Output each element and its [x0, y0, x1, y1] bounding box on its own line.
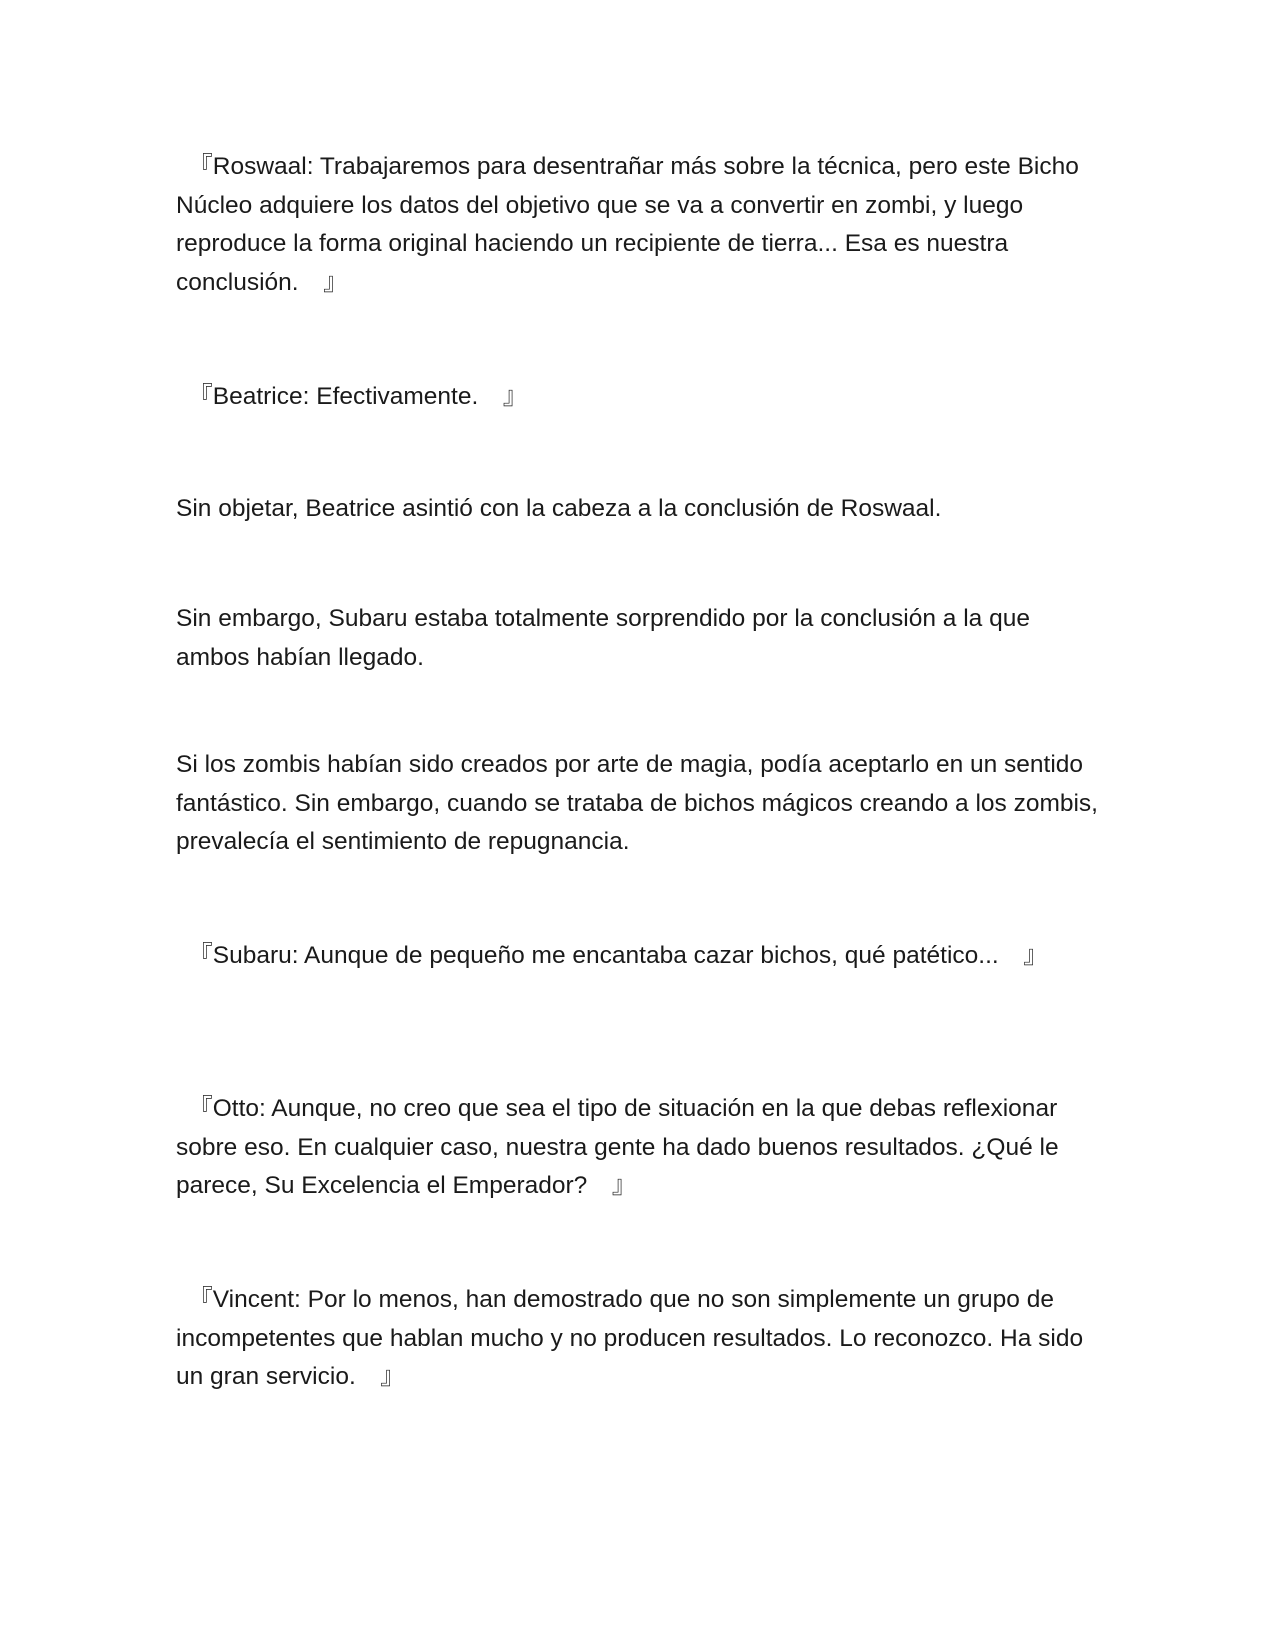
- paragraph-otto-dialogue: 『Otto: Aunque, no creo que sea el tipo de situación en la que debas reflexionar sobre eso. En cualquier caso, nuestra gente ha dado buenos resultados. ¿Qué le parece, Su Excelencia el Emperador? 』: [176, 1095, 1066, 1199]
- paragraph-roswaal-dialogue: 『Roswaal: Trabajaremos para desentrañar más sobre la técnica, pero este Bicho Núcleo adquiere los datos del objetivo que se va a convertir en zombi, y luego reproduce la forma original haciendo un recipiente de tierra... Esa es nuestra conclusión. 』: [176, 153, 1086, 296]
- paragraph-narration-zombies: Si los zombis habían sido creados por arte de magia, podía aceptarlo en un sentido fantástico. Sin embargo, cuando se trataba de bichos mágicos creando a los zombis, prevalecía el sentimiento de repugnancia.: [176, 751, 1105, 855]
- paragraph-narration-subaru-surprised: Sin embargo, Subaru estaba totalmente sorprendido por la conclusión a la que ambos habían llegado.: [176, 605, 1037, 671]
- paragraph-narration-beatrice-nods: Sin objetar, Beatrice asintió con la cabeza a la conclusión de Roswaal.: [176, 495, 942, 522]
- paragraph-beatrice-dialogue: 『Beatrice: Efectivamente. 』: [176, 383, 528, 410]
- paragraph-subaru-dialogue: 『Subaru: Aunque de pequeño me encantaba cazar bichos, qué patético... 』: [176, 942, 1048, 969]
- paragraph-vincent-dialogue: 『Vincent: Por lo menos, han demostrado que no son simplemente un grupo de incompetentes que hablan mucho y no producen resultados. Lo reconozco. Ha sido un gran servicio. 』: [176, 1286, 1090, 1390]
